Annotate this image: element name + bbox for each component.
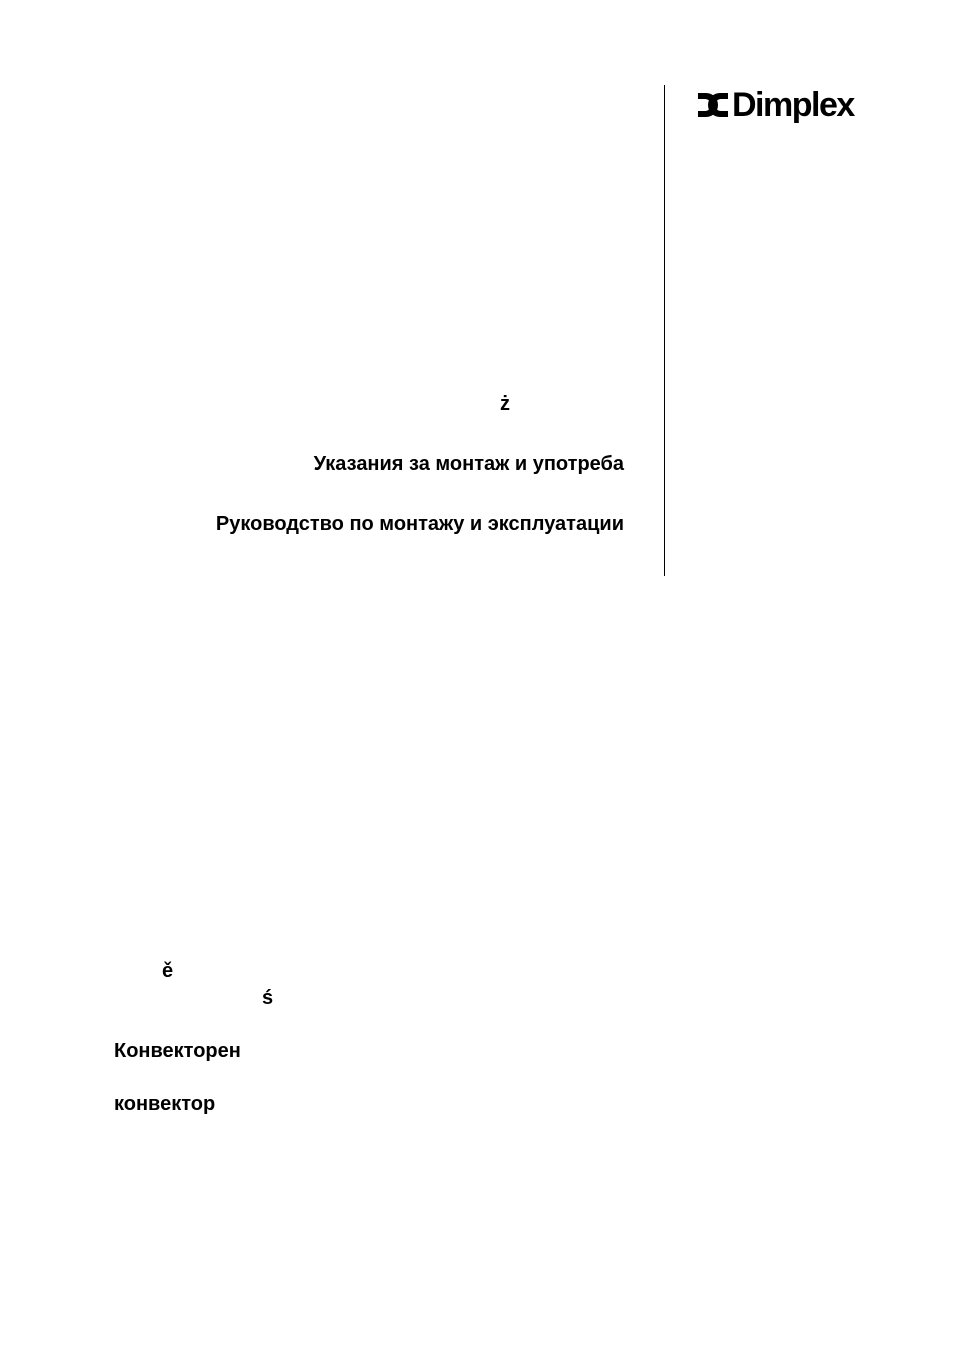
title-line-z: ż (500, 393, 510, 415)
brand-name: Dimplex (732, 86, 854, 124)
dimplex-logo-icon (696, 90, 730, 120)
product-line-e: ě (162, 960, 174, 982)
title-line-bg: Указания за монтаж и употреба (313, 453, 624, 475)
product-line-s: ś (262, 987, 274, 1009)
product-line-bg: Конвекторен (114, 1040, 241, 1062)
vertical-divider (664, 85, 665, 576)
product-line-ru: конвектор (114, 1093, 216, 1115)
title-line-ru: Руководство по монтажу и эксплуатации (215, 513, 624, 535)
brand-logo (696, 86, 854, 124)
